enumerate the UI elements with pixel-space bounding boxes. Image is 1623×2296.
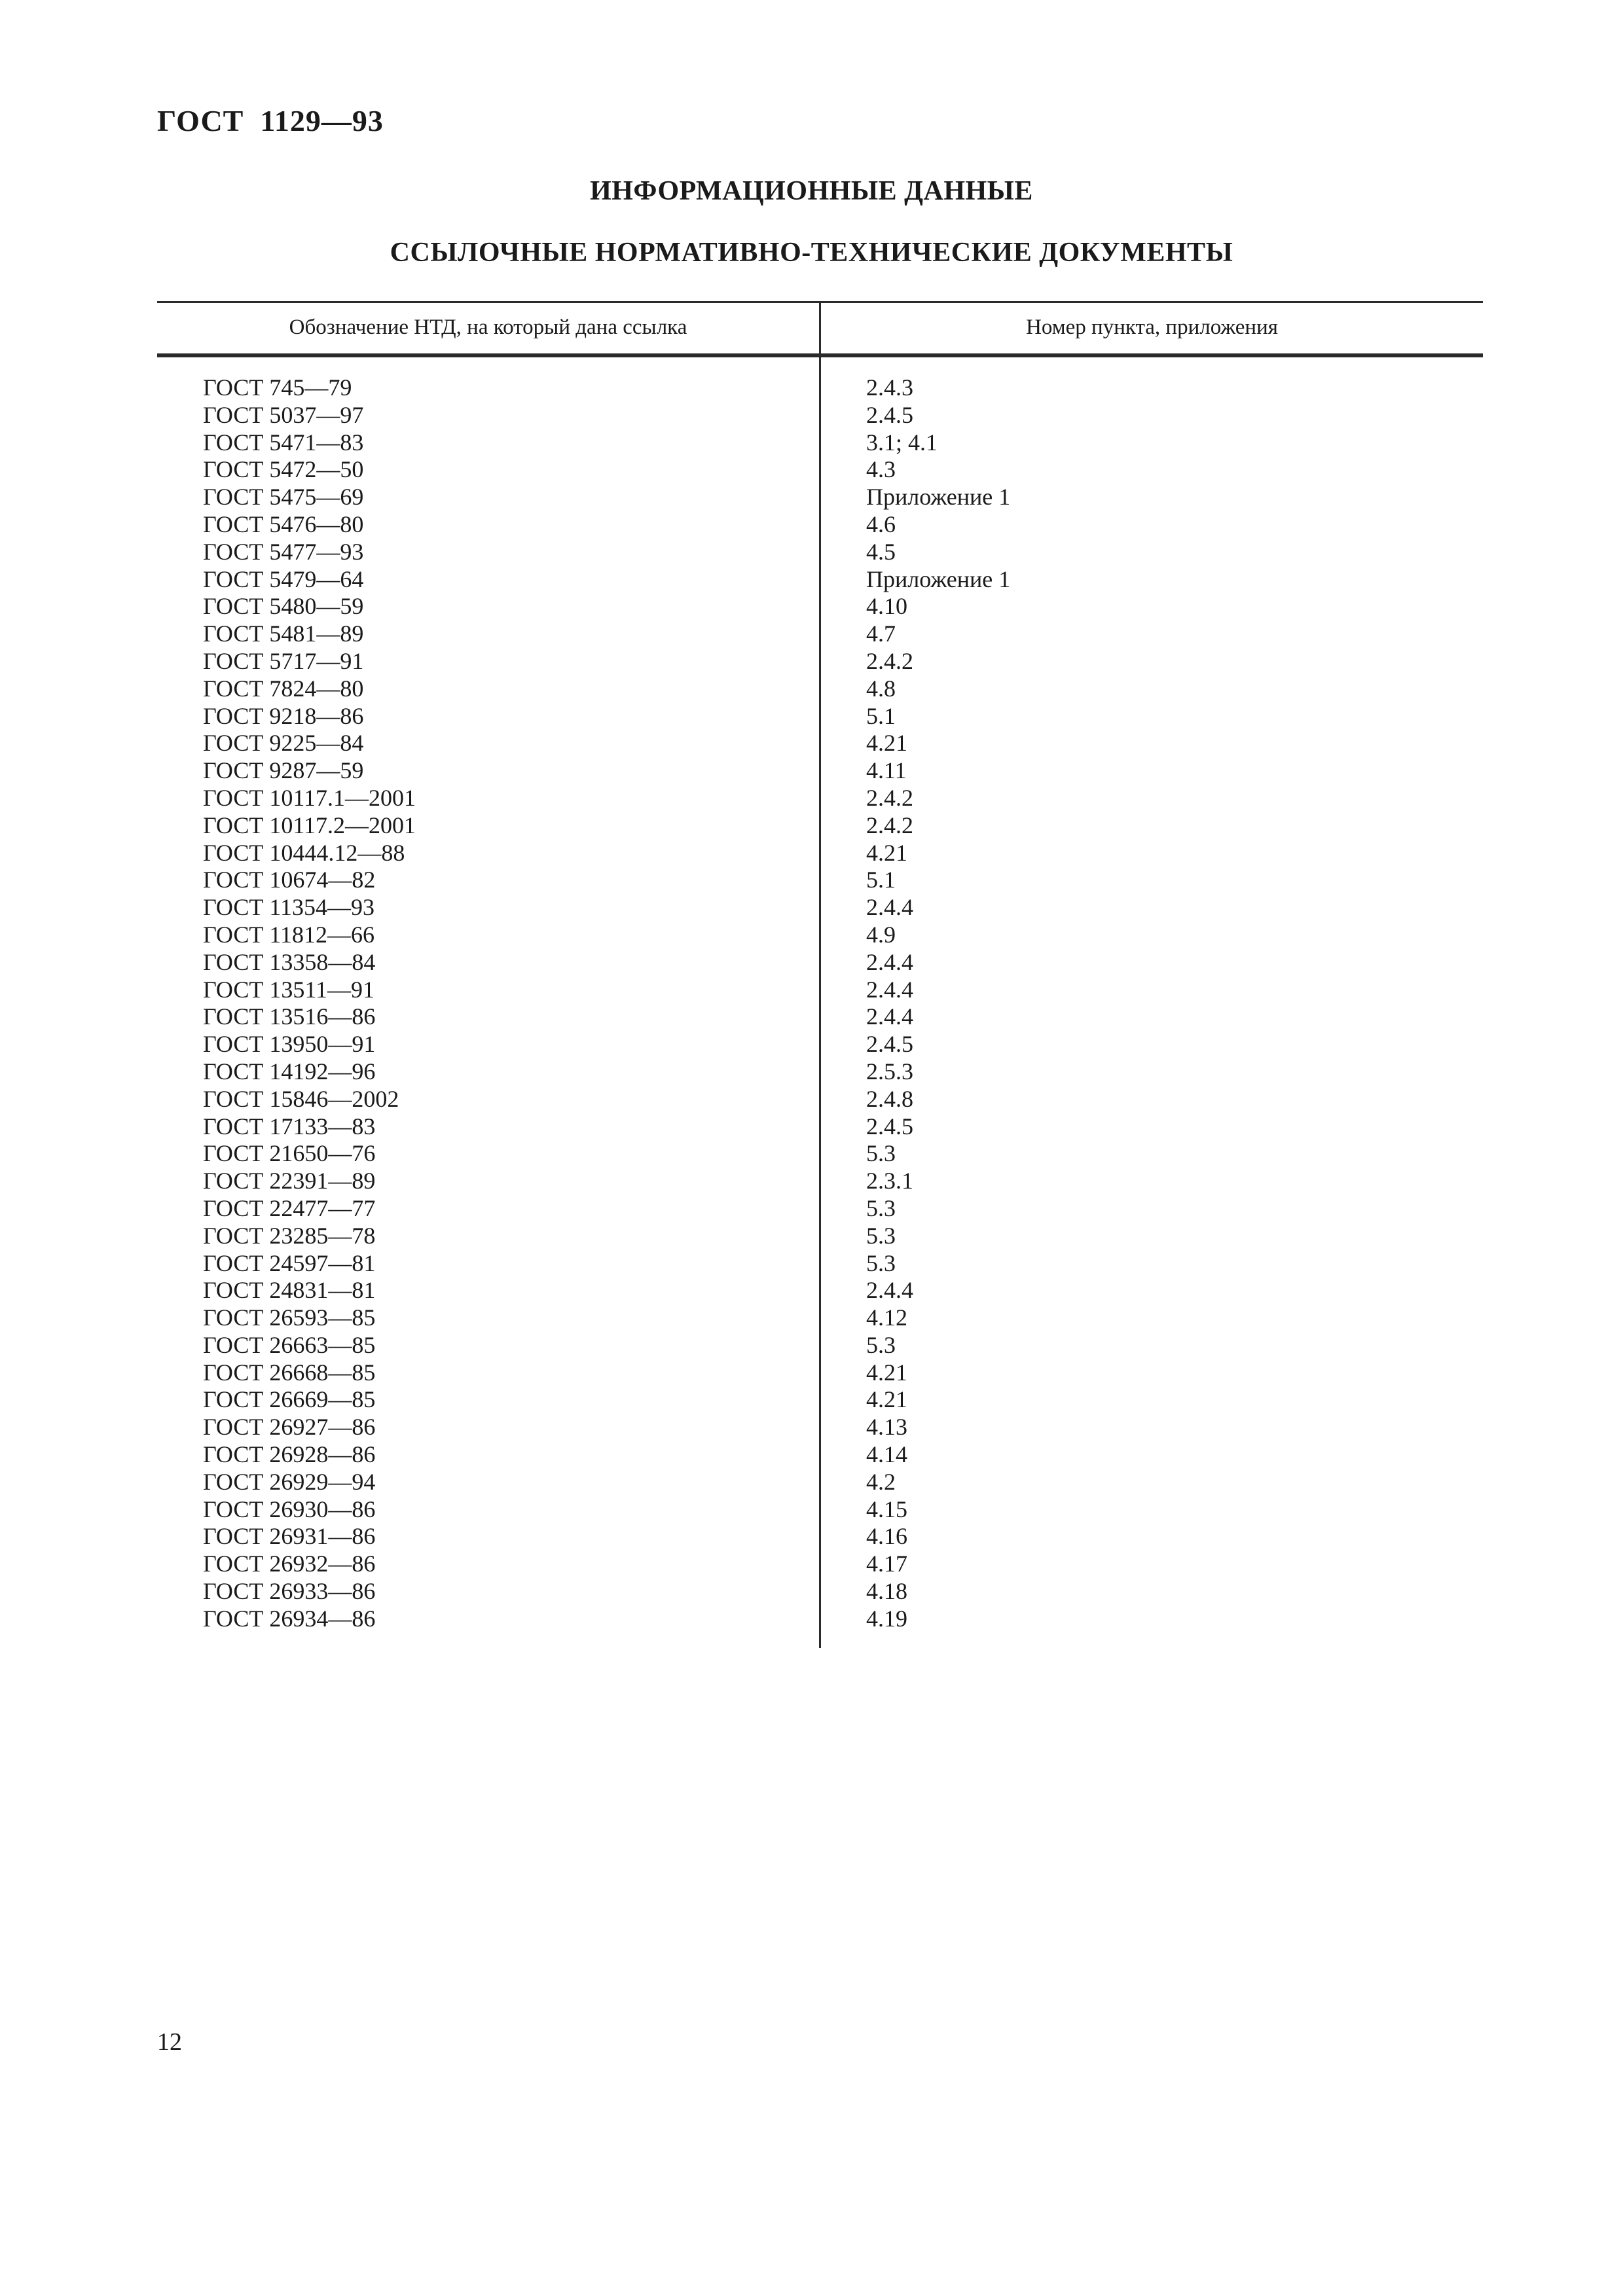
cell-document-designation: ГОСТ 13358—84: [203, 948, 376, 975]
cell-item-number: 4.13: [866, 1414, 907, 1441]
cell-item-number: 2.4.2: [866, 812, 913, 838]
cell-document-designation: ГОСТ 26927—86: [203, 1414, 376, 1441]
cell-document-designation: ГОСТ 745—79: [203, 374, 352, 401]
table-row: [157, 867, 1483, 894]
cell-document-designation: ГОСТ 17133—83: [203, 1113, 376, 1139]
cell-document-designation: ГОСТ 26932—86: [203, 1551, 376, 1577]
cell-document-designation: ГОСТ 21650—76: [203, 1140, 376, 1167]
table-row: [157, 566, 1483, 594]
cell-document-designation: ГОСТ 10444.12—88: [203, 839, 405, 866]
table-row: [157, 1031, 1483, 1058]
table-row: [157, 593, 1483, 620]
cell-document-designation: ГОСТ 24831—81: [203, 1277, 376, 1304]
table-row: [157, 429, 1483, 457]
table-row: [157, 620, 1483, 648]
cell-document-designation: ГОСТ 26668—85: [203, 1359, 376, 1386]
table-row: [157, 1304, 1483, 1332]
cell-document-designation: ГОСТ 5480—59: [203, 593, 364, 620]
cell-item-number: 2.4.8: [866, 1085, 913, 1112]
cell-item-number: 2.4.5: [866, 401, 913, 428]
cell-document-designation: ГОСТ 5479—64: [203, 565, 364, 592]
cell-item-number: 5.3: [866, 1222, 896, 1249]
table-row: [157, 1332, 1483, 1359]
table-row: [157, 1113, 1483, 1141]
cell-item-number: 4.21: [866, 839, 907, 866]
cell-item-number: 5.1: [866, 867, 896, 893]
cell-item-number: 2.4.2: [866, 784, 913, 811]
cell-item-number: 2.4.4: [866, 1003, 913, 1030]
cell-document-designation: ГОСТ 13516—86: [203, 1003, 376, 1030]
table-row: [157, 1223, 1483, 1250]
cell-item-number: 5.1: [866, 702, 896, 729]
cell-item-number: 2.4.4: [866, 894, 913, 921]
cell-document-designation: ГОСТ 5717—91: [203, 647, 364, 674]
cell-item-number: 4.7: [866, 620, 896, 647]
table-row: [157, 1058, 1483, 1086]
table-row: [157, 1140, 1483, 1168]
cell-item-number: 5.3: [866, 1194, 896, 1221]
table-row: [157, 977, 1483, 1004]
cell-document-designation: ГОСТ 9287—59: [203, 757, 364, 784]
cell-document-designation: ГОСТ 26928—86: [203, 1441, 376, 1468]
column-header-document: Обозначение НТД, на который дана ссылка: [289, 315, 687, 339]
document-code: ГОСТ 1129—93: [157, 104, 384, 137]
cell-document-designation: ГОСТ 22391—89: [203, 1168, 376, 1194]
cell-item-number: 4.6: [866, 511, 896, 537]
column-header-item-number: Номер пункта, приложения: [1026, 315, 1278, 339]
cell-document-designation: ГОСТ 10117.2—2001: [203, 812, 416, 838]
cell-item-number: 5.3: [866, 1249, 896, 1276]
cell-item-number: 4.5: [866, 538, 896, 565]
table-row: [157, 949, 1483, 977]
cell-item-number: 2.4.3: [866, 374, 913, 401]
cell-item-number: 4.10: [866, 593, 907, 620]
cell-document-designation: ГОСТ 5475—69: [203, 484, 364, 511]
table-row: [157, 840, 1483, 867]
cell-item-number: 4.21: [866, 1359, 907, 1386]
table-row: [157, 511, 1483, 539]
cell-document-designation: ГОСТ 26934—86: [203, 1605, 376, 1632]
table-row: [157, 1441, 1483, 1469]
table-row: [157, 1086, 1483, 1113]
section-title-referenced-documents: ССЫЛОЧНЫЕ НОРМАТИВНО-ТЕХНИЧЕСКИЕ ДОКУМЕНТЫ: [390, 238, 1233, 268]
table-row: [157, 1195, 1483, 1223]
table-row: [157, 894, 1483, 922]
cell-item-number: Приложение 1: [866, 484, 1011, 511]
cell-item-number: 4.2: [866, 1468, 896, 1495]
cell-document-designation: ГОСТ 13511—91: [203, 976, 375, 1003]
table-row: [157, 1003, 1483, 1031]
cell-item-number: 4.9: [866, 921, 896, 948]
table-row: [157, 1250, 1483, 1278]
cell-item-number: 2.4.4: [866, 948, 913, 975]
cell-item-number: 4.11: [866, 757, 907, 784]
table-row: [157, 1277, 1483, 1304]
table-row: [157, 1414, 1483, 1441]
cell-item-number: 2.4.5: [866, 1031, 913, 1058]
cell-item-number: 2.3.1: [866, 1168, 913, 1194]
cell-document-designation: ГОСТ 26931—86: [203, 1523, 376, 1550]
table-row: [157, 1359, 1483, 1387]
cell-document-designation: ГОСТ 13950—91: [203, 1031, 376, 1058]
table-row: [157, 1551, 1483, 1578]
page-number: 12: [157, 2028, 182, 2056]
cell-document-designation: ГОСТ 26930—86: [203, 1496, 376, 1522]
cell-document-designation: ГОСТ 26929—94: [203, 1468, 376, 1495]
table-row: [157, 1168, 1483, 1195]
cell-document-designation: ГОСТ 22477—77: [203, 1194, 376, 1221]
cell-item-number: 4.12: [866, 1304, 907, 1331]
cell-item-number: 4.16: [866, 1523, 907, 1550]
cell-item-number: 4.21: [866, 730, 907, 757]
cell-document-designation: ГОСТ 5477—93: [203, 538, 364, 565]
section-title-information-data: ИНФОРМАЦИОННЫЕ ДАННЫЕ: [590, 176, 1033, 206]
cell-document-designation: ГОСТ 10674—82: [203, 867, 376, 893]
cell-item-number: 4.21: [866, 1386, 907, 1413]
cell-item-number: 4.17: [866, 1551, 907, 1577]
cell-document-designation: ГОСТ 11354—93: [203, 894, 375, 921]
cell-document-designation: ГОСТ 11812—66: [203, 921, 375, 948]
table-row: [157, 648, 1483, 675]
cell-item-number: 4.15: [866, 1496, 907, 1522]
table-row: [157, 484, 1483, 511]
cell-item-number: 2.4.4: [866, 976, 913, 1003]
cell-document-designation: ГОСТ 14192—96: [203, 1058, 376, 1085]
cell-item-number: 4.8: [866, 675, 896, 702]
cell-document-designation: ГОСТ 15846—2002: [203, 1085, 399, 1112]
table-row: [157, 1523, 1483, 1551]
table-body: [157, 374, 1483, 1633]
table-row: [157, 703, 1483, 730]
table-row: [157, 1469, 1483, 1496]
table-row: [157, 456, 1483, 484]
table-row: [157, 757, 1483, 785]
table-row: [157, 374, 1483, 402]
cell-document-designation: ГОСТ 26663—85: [203, 1331, 376, 1358]
table-row: [157, 730, 1483, 757]
table-row: [157, 675, 1483, 703]
cell-document-designation: ГОСТ 5471—83: [203, 429, 364, 456]
cell-document-designation: ГОСТ 26593—85: [203, 1304, 376, 1331]
cell-document-designation: ГОСТ 9218—86: [203, 702, 364, 729]
table-row: [157, 402, 1483, 429]
cell-item-number: 3.1; 4.1: [866, 429, 938, 456]
cell-item-number: 2.4.4: [866, 1277, 913, 1304]
table-row: [157, 922, 1483, 949]
cell-document-designation: ГОСТ 7824—80: [203, 675, 364, 702]
cell-document-designation: ГОСТ 5476—80: [203, 511, 364, 537]
cell-item-number: 2.4.5: [866, 1113, 913, 1139]
table-row: [157, 1496, 1483, 1524]
table-row: [157, 1386, 1483, 1414]
cell-document-designation: ГОСТ 10117.1—2001: [203, 784, 416, 811]
cell-document-designation: ГОСТ 5472—50: [203, 456, 364, 483]
table-row: [157, 1578, 1483, 1605]
table-row: [157, 812, 1483, 840]
cell-item-number: 4.3: [866, 456, 896, 483]
table-row: [157, 1605, 1483, 1633]
table-row: [157, 539, 1483, 566]
cell-document-designation: ГОСТ 9225—84: [203, 730, 364, 757]
cell-item-number: 2.4.2: [866, 647, 913, 674]
cell-item-number: 2.5.3: [866, 1058, 913, 1085]
cell-item-number: 4.14: [866, 1441, 907, 1468]
cell-item-number: 5.3: [866, 1331, 896, 1358]
cell-document-designation: ГОСТ 26933—86: [203, 1578, 376, 1605]
cell-document-designation: ГОСТ 23285—78: [203, 1222, 376, 1249]
cell-item-number: 4.19: [866, 1605, 907, 1632]
cell-item-number: Приложение 1: [866, 565, 1011, 592]
cell-document-designation: ГОСТ 5037—97: [203, 401, 364, 428]
cell-item-number: 5.3: [866, 1140, 896, 1167]
cell-document-designation: ГОСТ 5481—89: [203, 620, 364, 647]
cell-document-designation: ГОСТ 26669—85: [203, 1386, 376, 1413]
cell-item-number: 4.18: [866, 1578, 907, 1605]
cell-document-designation: ГОСТ 24597—81: [203, 1249, 376, 1276]
table-row: [157, 785, 1483, 812]
